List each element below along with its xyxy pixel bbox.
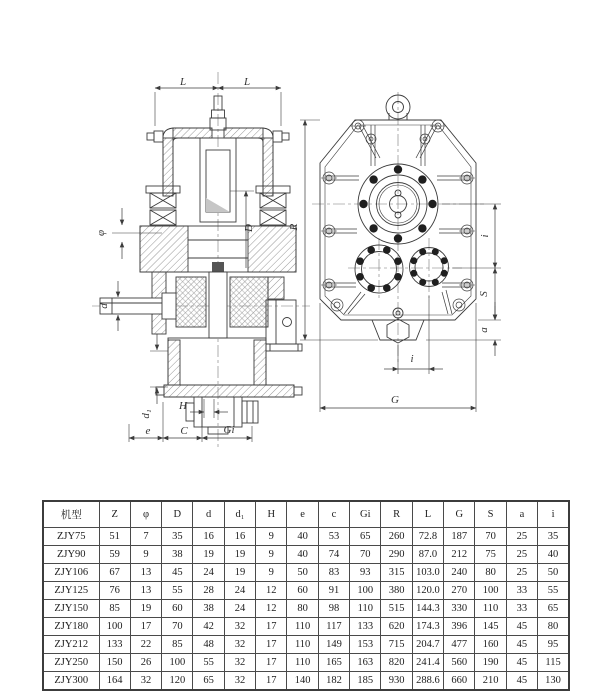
model-cell: ZJY125 — [43, 582, 99, 600]
model-cell: ZJY212 — [43, 636, 99, 654]
value-cell: 45 — [506, 654, 537, 672]
model-cell: ZJY75 — [43, 528, 99, 546]
value-cell: 17 — [256, 636, 287, 654]
value-cell: 9 — [256, 564, 287, 582]
spec-table — [42, 500, 570, 691]
value-cell: 160 — [475, 636, 506, 654]
value-cell: 25 — [506, 564, 537, 582]
value-cell: 12 — [256, 600, 287, 618]
value-cell: 17 — [256, 672, 287, 691]
value-cell: 16 — [224, 528, 255, 546]
value-cell: 19 — [224, 546, 255, 564]
value-cell: 133 — [99, 636, 130, 654]
dim-label-L-right: L — [243, 76, 251, 88]
value-cell: 103.0 — [412, 564, 443, 582]
value-cell: 117 — [318, 618, 349, 636]
value-cell: 40 — [538, 546, 569, 564]
value-cell: 87.0 — [412, 546, 443, 564]
value-cell: 165 — [318, 654, 349, 672]
value-cell: 42 — [193, 618, 224, 636]
value-cell: 241.4 — [412, 654, 443, 672]
value-cell: 477 — [444, 636, 475, 654]
value-cell: 26 — [130, 654, 161, 672]
value-cell: 60 — [162, 600, 193, 618]
value-cell: 110 — [287, 654, 318, 672]
dim-label-H: H — [179, 400, 187, 412]
column-header: D — [162, 501, 193, 528]
value-cell: 32 — [224, 618, 255, 636]
table-row — [43, 582, 569, 600]
value-cell: 55 — [193, 654, 224, 672]
value-cell: 38 — [162, 546, 193, 564]
model-cell: ZJY106 — [43, 564, 99, 582]
value-cell: 13 — [130, 564, 161, 582]
centerlines-front-view — [312, 92, 484, 362]
value-cell: 145 — [475, 618, 506, 636]
value-cell: 515 — [381, 600, 412, 618]
value-cell: 315 — [381, 564, 412, 582]
column-header: i — [538, 501, 569, 528]
dim-label-i-bottom: i — [410, 353, 414, 365]
spec-table-body — [43, 528, 569, 691]
value-cell: 33 — [506, 582, 537, 600]
value-cell: 140 — [287, 672, 318, 691]
bottom-boss — [186, 397, 258, 434]
value-cell: 24 — [224, 600, 255, 618]
value-cell: 19 — [130, 600, 161, 618]
value-cell: 187 — [444, 528, 475, 546]
bolt-right — [282, 133, 289, 140]
model-cell: ZJY90 — [43, 546, 99, 564]
value-cell: 7 — [130, 528, 161, 546]
value-cell: 83 — [318, 564, 349, 582]
dim-label-d: d — [98, 303, 110, 309]
value-cell: 40 — [287, 546, 318, 564]
output-shaft — [100, 293, 176, 319]
value-cell: 9 — [256, 528, 287, 546]
dim-label-D: D — [243, 224, 255, 232]
dim-label-G: G — [391, 394, 399, 406]
lower-housing — [156, 338, 302, 397]
value-cell: 95 — [538, 636, 569, 654]
value-cell: 32 — [224, 636, 255, 654]
value-cell: 65 — [538, 600, 569, 618]
value-cell: 330 — [444, 600, 475, 618]
value-cell: 80 — [287, 600, 318, 618]
value-cell: 40 — [287, 528, 318, 546]
model-cell: ZJY150 — [43, 600, 99, 618]
value-cell: 25 — [506, 528, 537, 546]
value-cell: 174.3 — [412, 618, 443, 636]
value-cell: 19 — [224, 564, 255, 582]
value-cell: 74 — [318, 546, 349, 564]
value-cell: 70 — [162, 618, 193, 636]
value-cell: 70 — [350, 546, 381, 564]
value-cell: 38 — [193, 600, 224, 618]
bolt-left — [147, 133, 154, 140]
value-cell: 53 — [318, 528, 349, 546]
value-cell: 24 — [224, 582, 255, 600]
column-header: G — [444, 501, 475, 528]
dim-label-phi: φ — [95, 229, 107, 237]
value-cell: 50 — [538, 564, 569, 582]
value-cell: 70 — [475, 528, 506, 546]
flange-bolt-right — [294, 387, 302, 395]
dim-label-S: S — [478, 291, 490, 297]
value-cell: 110 — [287, 618, 318, 636]
table-row — [43, 654, 569, 672]
value-cell: 67 — [99, 564, 130, 582]
dim-label-i-vertical: i — [479, 234, 491, 238]
model-cell: ZJY300 — [43, 672, 99, 691]
dim-label-a: a — [478, 327, 490, 333]
table-row — [43, 636, 569, 654]
value-cell: 153 — [350, 636, 381, 654]
model-cell: ZJY250 — [43, 654, 99, 672]
value-cell: 17 — [256, 654, 287, 672]
value-cell: 32 — [130, 672, 161, 691]
value-cell: 164 — [99, 672, 130, 691]
value-cell: 55 — [538, 582, 569, 600]
table-row — [43, 528, 569, 546]
value-cell: 110 — [287, 636, 318, 654]
inner-shaft-assembly — [200, 138, 236, 222]
dim-H — [190, 399, 228, 418]
value-cell: 9 — [256, 546, 287, 564]
value-cell: 35 — [538, 528, 569, 546]
value-cell: 560 — [444, 654, 475, 672]
value-cell: 50 — [287, 564, 318, 582]
value-cell: 396 — [444, 618, 475, 636]
spec-table-wrap — [42, 500, 570, 691]
value-cell: 212 — [444, 546, 475, 564]
value-cell: 17 — [130, 618, 161, 636]
value-cell: 620 — [381, 618, 412, 636]
table-row — [43, 672, 569, 691]
value-cell: 150 — [99, 654, 130, 672]
dim-label-C: C — [180, 425, 188, 437]
value-cell: 240 — [444, 564, 475, 582]
value-cell: 130 — [538, 672, 569, 691]
value-cell: 100 — [350, 582, 381, 600]
column-header: c — [318, 501, 349, 528]
value-cell: 100 — [162, 654, 193, 672]
value-cell: 210 — [475, 672, 506, 691]
value-cell: 16 — [193, 528, 224, 546]
value-cell: 75 — [475, 546, 506, 564]
value-cell: 65 — [350, 528, 381, 546]
front-view — [288, 92, 501, 412]
flange-tab-left — [154, 131, 163, 142]
column-header: Gi — [350, 501, 381, 528]
value-cell: 22 — [130, 636, 161, 654]
right-coupling — [266, 300, 302, 351]
value-cell: 110 — [475, 600, 506, 618]
value-cell: 144.3 — [412, 600, 443, 618]
column-header: a — [506, 501, 537, 528]
value-cell: 660 — [444, 672, 475, 691]
dim-label-Gi: Gi — [223, 424, 235, 436]
table-row — [43, 618, 569, 636]
column-header: 机型 — [43, 501, 99, 528]
value-cell: 182 — [318, 672, 349, 691]
value-cell: 115 — [538, 654, 569, 672]
value-cell: 80 — [475, 564, 506, 582]
value-cell: 45 — [506, 672, 537, 691]
value-cell: 60 — [287, 582, 318, 600]
value-cell: 120 — [162, 672, 193, 691]
column-header: S — [475, 501, 506, 528]
table-row — [43, 564, 569, 582]
value-cell: 190 — [475, 654, 506, 672]
model-cell: ZJY180 — [43, 618, 99, 636]
value-cell: 133 — [350, 618, 381, 636]
dim-label-L-left: L — [179, 76, 187, 88]
column-header: R — [381, 501, 412, 528]
value-cell: 24 — [193, 564, 224, 582]
value-cell: 80 — [538, 618, 569, 636]
value-cell: 17 — [256, 618, 287, 636]
column-header: d — [193, 501, 224, 528]
value-cell: 715 — [381, 636, 412, 654]
key — [212, 262, 224, 272]
value-cell: 93 — [350, 564, 381, 582]
value-cell: 55 — [162, 582, 193, 600]
value-cell: 290 — [381, 546, 412, 564]
value-cell: 76 — [99, 582, 130, 600]
value-cell: 32 — [224, 672, 255, 691]
column-header: d₁ — [224, 501, 255, 528]
value-cell: 12 — [256, 582, 287, 600]
value-cell: 25 — [506, 546, 537, 564]
dim-label-e: e — [145, 425, 151, 437]
value-cell: 270 — [444, 582, 475, 600]
value-cell: 45 — [506, 636, 537, 654]
table-row — [43, 546, 569, 564]
flange-tab-right — [273, 131, 282, 142]
value-cell: 85 — [162, 636, 193, 654]
value-cell: 32 — [224, 654, 255, 672]
value-cell: 100 — [475, 582, 506, 600]
dim-label-R: R — [288, 223, 300, 231]
value-cell: 91 — [318, 582, 349, 600]
value-cell: 72.8 — [412, 528, 443, 546]
value-cell: 204.7 — [412, 636, 443, 654]
value-cell: 100 — [99, 618, 130, 636]
value-cell: 28 — [193, 582, 224, 600]
value-cell: 288.6 — [412, 672, 443, 691]
value-cell: 110 — [350, 600, 381, 618]
column-header: φ — [130, 501, 161, 528]
value-cell: 98 — [318, 600, 349, 618]
column-header: H — [256, 501, 287, 528]
spec-table-head — [43, 501, 569, 528]
value-cell: 59 — [99, 546, 130, 564]
value-cell: 260 — [381, 528, 412, 546]
column-header: L — [412, 501, 443, 528]
value-cell: 13 — [130, 582, 161, 600]
value-cell: 33 — [506, 600, 537, 618]
value-cell: 930 — [381, 672, 412, 691]
header-row — [43, 501, 569, 528]
value-cell: 163 — [350, 654, 381, 672]
value-cell: 45 — [506, 618, 537, 636]
value-cell: 65 — [193, 672, 224, 691]
value-cell: 35 — [162, 528, 193, 546]
value-cell: 48 — [193, 636, 224, 654]
value-cell: 185 — [350, 672, 381, 691]
value-cell: 19 — [193, 546, 224, 564]
value-cell: 149 — [318, 636, 349, 654]
value-cell: 9 — [130, 546, 161, 564]
value-cell: 120.0 — [412, 582, 443, 600]
column-header: e — [287, 501, 318, 528]
dim-label-d1: d₁ — [140, 409, 152, 419]
table-row — [43, 600, 569, 618]
value-cell: 85 — [99, 600, 130, 618]
hex-nut — [242, 401, 258, 423]
column-header: Z — [99, 501, 130, 528]
side-section-view — [92, 72, 310, 448]
value-cell: 51 — [99, 528, 130, 546]
value-cell: 380 — [381, 582, 412, 600]
value-cell: 45 — [162, 564, 193, 582]
value-cell: 820 — [381, 654, 412, 672]
